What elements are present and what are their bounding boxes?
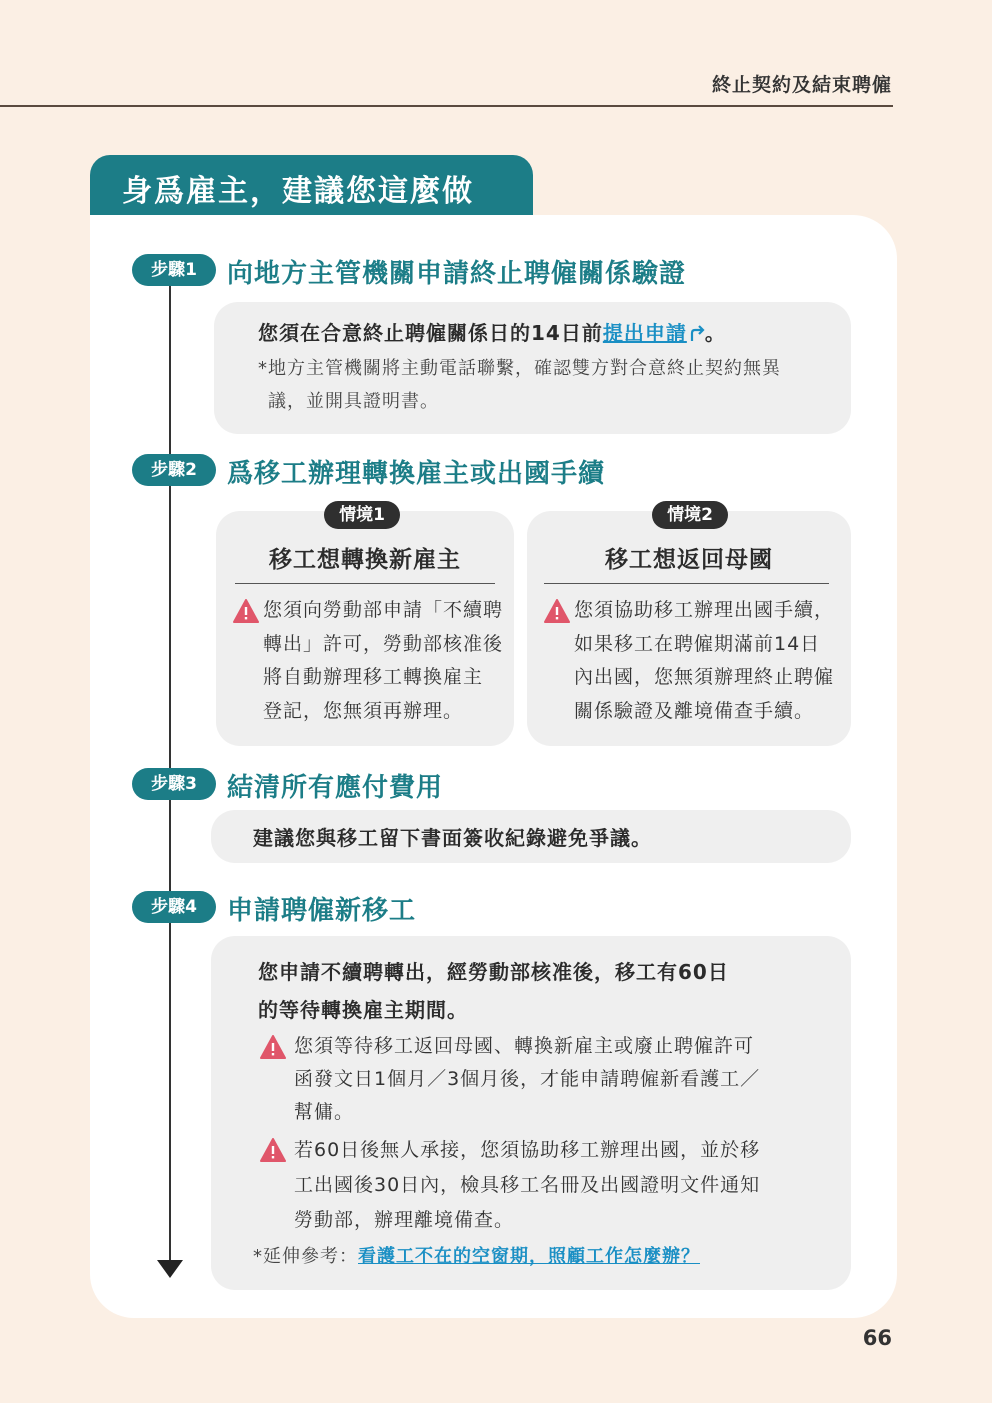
step-3-title: 結清所有應付費用 xyxy=(227,773,444,803)
scenario-1-text xyxy=(263,594,503,728)
scenario-1-title: 移工想轉換新雇主 xyxy=(269,547,461,573)
scenario-1-line: 登記，您無須再辦理。 xyxy=(263,699,464,722)
scenario-1-warning xyxy=(233,594,503,728)
step-4-warning-2 xyxy=(260,1133,760,1238)
step-1-title: 向地方主管機關申請終止聘僱關係驗證 xyxy=(227,259,687,289)
apply-link-label: 提出申請 xyxy=(602,321,687,345)
warning-line: 若60日後無人承接，您須協助移工辦理出國，並於移 xyxy=(294,1139,761,1161)
warning-line: 勞動部，辦理離境備查。 xyxy=(294,1209,515,1231)
step-3-box xyxy=(211,810,851,863)
warning-line: 函發文日1個月／3個月後，才能申請聘僱新看護工／ xyxy=(294,1068,761,1090)
step-1-main-prefix: 您須在合意終止聘僱關係日的14日前 xyxy=(258,321,603,345)
step-3-main-text: 建議您與移工留下書面簽收紀錄避免爭議。 xyxy=(253,826,652,850)
step-1-note-line1: *地方主管機關將主動電話聯繫，確認雙方對合意終止契約無異 xyxy=(258,358,781,379)
scenario-2-badge: 情境2 xyxy=(652,501,728,529)
scenario-2-line: 您須協助移工辦理出國手續， xyxy=(574,599,835,621)
scenario-2-line: 如果移工在聘僱期滿前14日 xyxy=(574,632,821,655)
scenario-2-title: 移工想返回母國 xyxy=(605,547,773,573)
step-2-badge: 步驟2 xyxy=(132,454,216,486)
chapter-title: 終止契約及結束聘僱 xyxy=(711,74,892,96)
step-4-title: 申請聘僱新移工 xyxy=(227,896,417,926)
step-1-main-text xyxy=(258,317,851,346)
warning-icon xyxy=(260,1138,286,1162)
warning-line: 您須等待移工返回母國、轉換新雇主或廢止聘僱許可 xyxy=(294,1035,755,1057)
step-1-note xyxy=(258,352,851,418)
warning-icon xyxy=(544,599,570,623)
warning-icon xyxy=(260,1035,286,1059)
apply-link[interactable] xyxy=(603,321,705,345)
scenario-2-text xyxy=(574,594,834,728)
header-divider xyxy=(0,105,893,107)
scenario-1-line: 將自動辦理移工轉換雇主 xyxy=(263,666,484,688)
step-4-warning-1 xyxy=(260,1030,760,1129)
step-1-badge: 步驟1 xyxy=(132,254,216,286)
page-number: 66 xyxy=(862,1326,892,1350)
scenario-2-warning xyxy=(544,594,834,728)
step-3-badge: 步驟3 xyxy=(132,768,216,800)
scenario-1-line: 轉出」許可，勞動部核准後 xyxy=(263,632,504,655)
step-4-badge: 步驟4 xyxy=(132,891,216,923)
step-1-box xyxy=(214,302,851,434)
step-4-warning-2-text xyxy=(290,1133,760,1238)
external-link-icon xyxy=(689,324,705,342)
section-title: 身爲雇主，建議您這麼做 xyxy=(90,155,533,217)
step-4-main-line2: 的等待轉換雇主期間。 xyxy=(258,998,468,1022)
scenario-1-line: 您須向勞動部申請「不續聘 xyxy=(263,599,504,621)
scenario-2-line: 關係驗證及離境備查手續。 xyxy=(574,699,815,722)
step-1-main-suffix: 。 xyxy=(704,321,726,345)
scenario-2-divider xyxy=(544,583,829,584)
step-4-main-text xyxy=(258,953,729,1029)
warning-line: 幫傭。 xyxy=(294,1101,355,1123)
down-arrow-icon xyxy=(157,1260,183,1278)
reference-link[interactable]: 看護工不在的空窗期，照顧工作怎麼辦？ xyxy=(358,1246,700,1267)
reference-prefix: *延伸參考： xyxy=(253,1246,358,1267)
scenario-1-divider xyxy=(235,583,495,584)
step-1-note-line2: 議，並開具證明書。 xyxy=(268,391,439,412)
warning-line: 工出國後30日內，檢具移工名冊及出國證明文件通知 xyxy=(294,1174,761,1196)
extended-reference xyxy=(253,1242,700,1268)
scenario-1-badge: 情境1 xyxy=(324,501,400,529)
warning-icon xyxy=(233,599,259,623)
step-4-warning-1-text xyxy=(290,1030,760,1129)
step-2-title: 爲移工辦理轉換雇主或出國手續 xyxy=(227,459,606,489)
scenario-2-line: 內出國，您無須辦理終止聘僱 xyxy=(574,666,835,688)
step-4-main-line1: 您申請不續聘轉出，經勞動部核准後，移工有60日 xyxy=(258,960,729,984)
